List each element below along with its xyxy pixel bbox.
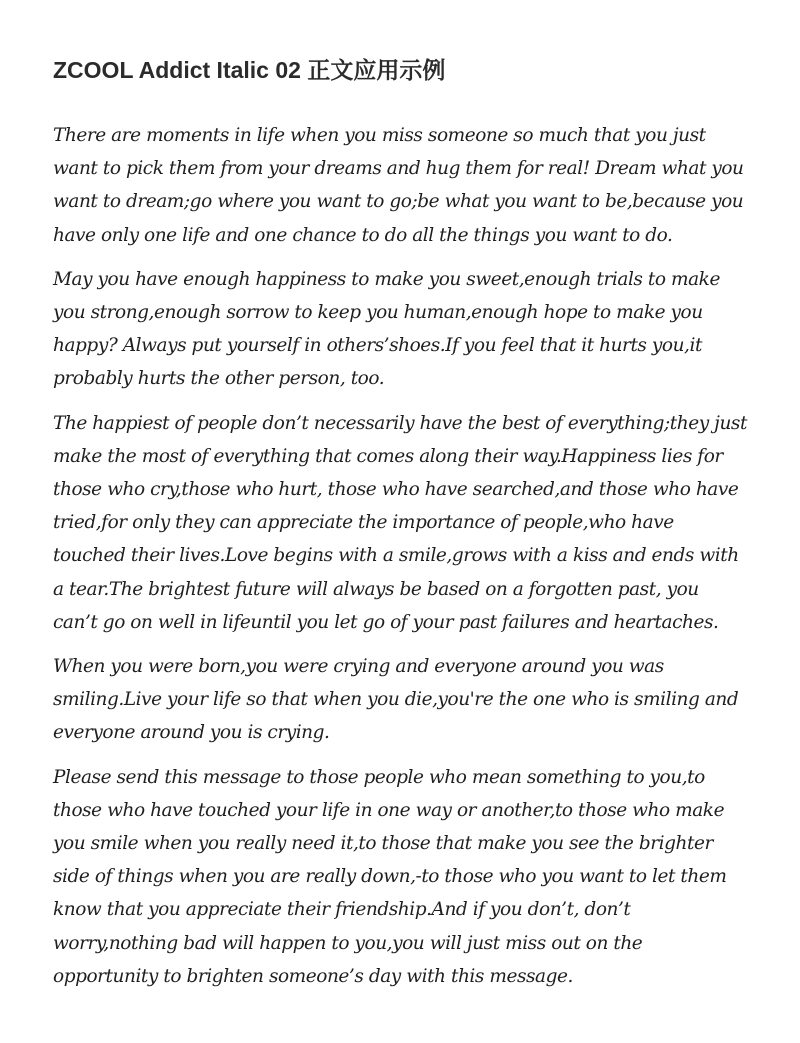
body-text	[53, 119, 748, 993]
paragraph-3: The happiest of people don’t necessarily have the best of everything;they just make the most of everything that comes along their way.Happiness lies for those who cry,those who hurt, those who have searched,and those who have tried,for only they can appreciate the importance of people,who have touched their lives.Love begins with a smile,grows with a kiss and ends with a tear.The brightest future will always be based on a forgotten past, you can’t go on well in lifeuntil you let go of your past failures and heartaches.	[53, 412, 747, 633]
page-title: ZCOOL Addict Italic 02 正文应用示例	[53, 57, 446, 83]
paragraph-2: May you have enough happiness to make you sweet,enough trials to make you strong,enough sorrow to keep you human,enough hope to make you happy? Always put yourself in others’shoes.If you feel that it hurts you,it probably hurts the other person, too.	[53, 268, 720, 390]
paragraph-5: Please send this message to those people who mean something to you,to those who have touched your life in one way or another,to those who make you smile when you really need it,to those that make you see the brighter side of things when you are really down,-to those who you want to let them know that you appreciate their friendship.And if you don’t, don’t worry,nothing bad will happen to you,you will just miss out on the opportunity to brighten someone’s day with this message.	[53, 766, 727, 987]
paragraph-4: When you were born,you were crying and everyone around you was smiling.Live your life so that when you die,you're the one who is smiling and everyone around you is crying.	[53, 656, 739, 744]
paragraph-1: There are moments in life when you miss someone so much that you just want to pick them from your dreams and hug them for real! Dream what you want to dream;go where you want to go;be what you want to be,because you have only one life and one chance to do all the things you want to do.	[53, 125, 744, 246]
